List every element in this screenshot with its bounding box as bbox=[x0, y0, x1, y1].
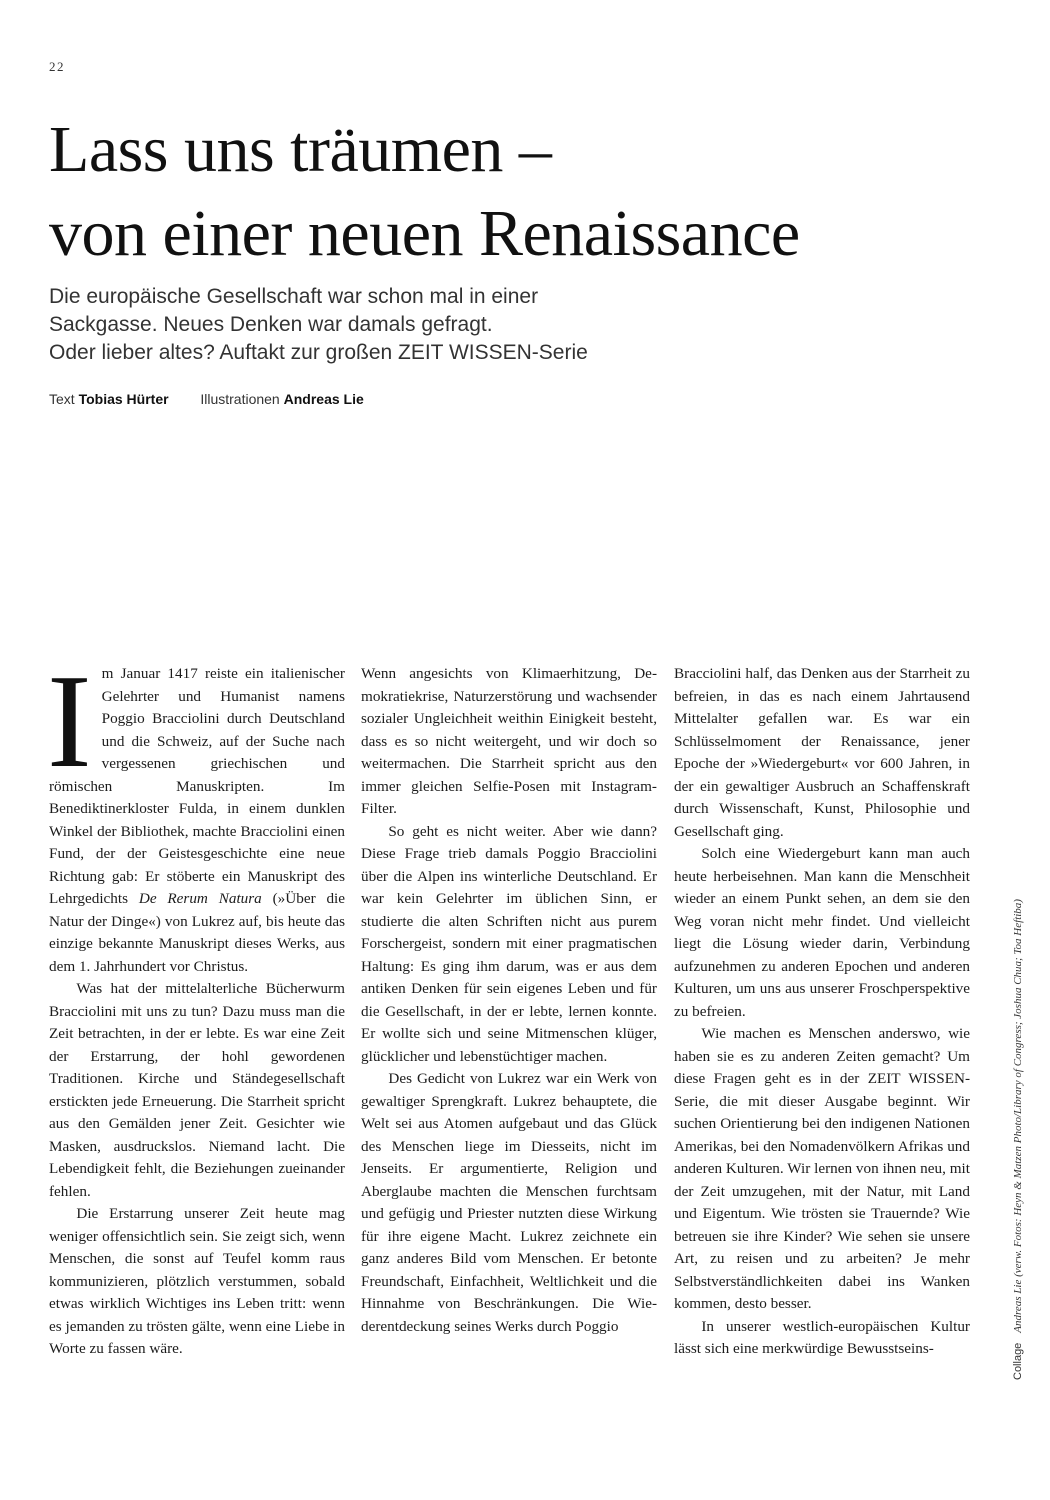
paragraph-text: m Januar 1417 reiste ein italienischer Gelehrter und Humanist namens Poggio Bracciolini durch Deutschland und die Schweiz, auf der Suche nach vergessenen griechischen und römischen Manuskripten. Im Benediktinerkloster Fulda, in einem dunklen Winkel der Bibliothek, machte Bracciolini einen Fund, der der Geistesgeschichte eine neue Richtung gab: Er stöberte ein Manuskript des Lehrgedichts bbox=[49, 665, 345, 907]
article-column-1 bbox=[47, 647, 346, 1361]
article-column-2 bbox=[361, 663, 657, 1338]
paragraph: Die Erstarrung unserer Zeit heute mag weniger offensichtlich sein. Sie zeigt sich, wenn Menschen, die sonst auf Teufel komm raus kommunizieren, plötzlich verstummen, sobald etwas wirklich Wichtiges ins Leben tritt: wenn es jemanden zu trösten gälte, wenn eine Liebe in Worte zu fassen wäre. bbox=[49, 1205, 345, 1357]
image-credit-label: Collage bbox=[1012, 1342, 1024, 1380]
paragraph: Wenn angesichts von Klimaerhitzung, Demokratiekrise, Naturzerstörung und wachsender sozialer Ungleichheit weithin Einigkeit besteht, dass es so nicht weitergeht, und wir doch so weitermachen. Die Starrheit spricht aus den immer gleichen Selfie-Posen mit Instagram-Filter. bbox=[361, 665, 657, 817]
byline bbox=[49, 391, 364, 407]
illustrator-name: Andreas Lie bbox=[283, 391, 364, 407]
text-label: Text bbox=[49, 391, 75, 407]
paragraph bbox=[47, 647, 346, 978]
image-credit-text: Andreas Lie (verw. Fotos: Heyn & Matzen Photo/Library of Congress; Joshua Chua; Toa Heftiba) bbox=[1012, 899, 1024, 1333]
headline-line-2: von einer neuen Renaissance bbox=[49, 197, 800, 270]
paragraph: In unserer westlich-europäischen Kultur lässt sich eine merkwürdige Bewusstseins- bbox=[674, 1317, 970, 1357]
work-title: De Rerum Natura bbox=[138, 890, 262, 907]
illustration-label: Illustrationen bbox=[200, 391, 280, 407]
drop-cap: I bbox=[47, 647, 92, 795]
paragraph: Bracciolini half, das Denken aus der Starrheit zu befreien, in das es nach einem Jahrtausend Mittelalter gefallen war. Es war ein Schlüsselmoment der Renaissance, jener Epoche der »Wiedergeburt« vor 600 Jahren, in der ein gewaltiger Ausbruch an Schaffenskraft durch Wissenschaft, Kunst, Philosophie und Gesellschaft ging. bbox=[674, 665, 970, 840]
paragraph: Was hat der mittelalterliche Bücherwurm Bracciolini mit uns zu tun? Dazu muss man die Zeit betrachten, in der er lebte. Es war eine Zeit der Erstarrung, der hohl gewordenen Traditionen. Kirche und Ständegesellschaft erstickten jede Erneuerung. Die Starrheit spricht aus den Gemälden jener Zeit. Gesichter wie Masken, ausdruckslos. Niemand lacht. Die Lebendigkeit fehlt, die Beziehungen zueinander fehlen. bbox=[49, 980, 345, 1200]
headline-line-1: Lass uns träumen – bbox=[49, 113, 552, 186]
image-credit bbox=[1012, 900, 1024, 1380]
author-name: Tobias Hürter bbox=[78, 391, 169, 407]
paragraph: Solch eine Wiedergeburt kann man auch heute herbeisehnen. Man kann die Menschheit wieder an einem Punkt sehen, an dem sie den Weg voran nicht mehr findet. Und vielleicht liegt die Lösung wieder darin, Verbindung aufzunehmen zu anderen Epochen und anderen Kulturen, um uns aus unserer Froschperspektive zu befreien. bbox=[674, 845, 970, 1020]
page-number: 22 bbox=[49, 59, 65, 74]
standfirst-line-1: Die europäische Gesellschaft war schon mal in einer bbox=[49, 285, 539, 308]
standfirst-line-3: Oder lieber altes? Auftakt zur großen ZEIT WISSEN-Serie bbox=[49, 341, 588, 364]
paragraph: Wie machen es Menschen anderswo, wie haben sie es zu anderen Zeiten gemacht? Um diese Fragen geht es in der ZEIT WISSEN-Serie, die mit dieser Ausgabe beginnt. Wir suchen Orientierung bei den indigenen Nationen Amerikas, bei den Nomadenvölkern Afrikas und anderen Kulturen. Wir lernen von ihnen neu, mit der Zeit umzugehen, mit der Natur, mit Land und Eigentum. Wie trösten sie Trauernde? Wie betreuen sie ihre Kinder? Wie sehen sie unsere Art, zu reisen und zu arbeiten? Je mehr Selbstverständlichkeiten dabei ins Wanken kommen, desto besser. bbox=[674, 1025, 970, 1312]
paragraph: Des Gedicht von Lukrez war ein Werk von gewaltiger Sprengkraft. Lukrez behauptete, die Welt sei aus Atomen aufgebaut und das Glück des Menschen liege im Diesseits, nicht im Jenseits. Er argumentierte, Religion und Aberglaube machten die Menschen furchtsam und gefügig und Priester nutzten diese Wirkung für ihre eigene Macht. Lukrez zeichnete ein ganz anderes Bild vom Menschen. Er betonte Freundschaft, Einfachheit, Weltlichkeit und die Hinnahme von Beschränkungen. Die Wiederentdeckung seines Werks durch Poggio bbox=[361, 1070, 657, 1335]
paragraph: So geht es nicht weiter. Aber wie dann? Diese Frage trieb damals Poggio Bracciolini über die Alpen ins winterliche Deutschland. Er war kein Gelehrter im üblichen Sinn, er studierte die alten Schriften nicht aus purem Forschergeist, sondern mit einer pragmatischen Haltung: Es ging ihm darum, was er aus dem antiken Denken für sein eigenes Leben und für die Gesellschaft, in der er lebte, lernen konnte. Er wollte sich und seine Mitmenschen klüger, glücklicher und lebenstüchtiger machen. bbox=[361, 822, 657, 1065]
standfirst bbox=[49, 283, 949, 367]
headline bbox=[49, 108, 1009, 276]
paragraph-text: (»Über die Natur der Dinge«) von Lukrez auf, bis heute das einzige bekannte Manuskript dieses Werks, aus dem 1. Jahrhundert vor Christus. bbox=[49, 890, 346, 975]
standfirst-line-2: Sackgasse. Neues Denken war damals gefragt. bbox=[49, 313, 493, 336]
article-column-3 bbox=[674, 663, 970, 1361]
